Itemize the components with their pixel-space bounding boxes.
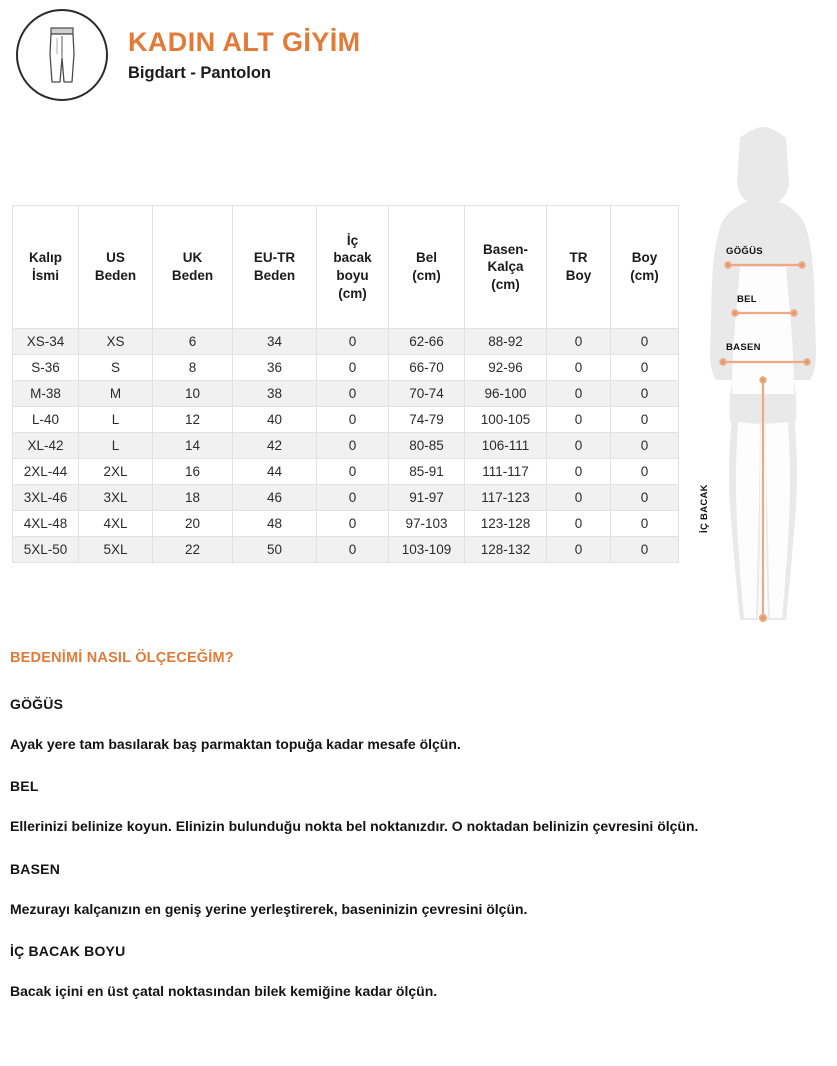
table-cell-2: 16	[153, 459, 233, 485]
table-cell-7: 0	[547, 329, 611, 355]
table-cell-5: 70-74	[389, 381, 465, 407]
table-cell-7: 0	[547, 459, 611, 485]
table-cell-6: 128-132	[465, 537, 547, 563]
table-cell-5: 62-66	[389, 329, 465, 355]
figure-label-gogus: GÖĞÜS	[726, 246, 763, 257]
mannequin-figure	[690, 122, 837, 632]
column-header-line: Beden	[94, 268, 137, 283]
page-subtitle: Bigdart - Pantolon	[128, 63, 271, 82]
table-cell-8: 0	[611, 329, 679, 355]
table-cell-3: 34	[233, 329, 317, 355]
table-cell-8: 0	[611, 511, 679, 537]
table-body	[13, 329, 679, 563]
table-cell-4: 0	[317, 433, 389, 459]
table-cell-6: 106-111	[465, 433, 547, 459]
table-cell-8: 0	[611, 381, 679, 407]
table-cell-7: 0	[547, 537, 611, 563]
table-cell-2: 8	[153, 355, 233, 381]
female-body-silhouette	[690, 122, 837, 632]
table-cell-5: 85-91	[389, 459, 465, 485]
column-header-line: İsmi	[31, 268, 59, 283]
table-cell-6: 123-128	[465, 511, 547, 537]
table-cell-2: 12	[153, 407, 233, 433]
column-header-line: boyu	[336, 268, 369, 283]
column-header-line: Bel	[415, 250, 437, 266]
table-cell-8: 0	[611, 537, 679, 563]
table-cell-5: 103-109	[389, 537, 465, 563]
table-cell-2: 20	[153, 511, 233, 537]
table-cell-4: 0	[317, 485, 389, 511]
page-title: KADIN ALT GİYİM	[128, 26, 361, 57]
column-header-line: (cm)	[338, 285, 367, 301]
column-header-tr-boy	[547, 206, 611, 329]
table-cell-3: 38	[233, 381, 317, 407]
table-cell-3: 36	[233, 355, 317, 381]
table-cell-5: 97-103	[389, 511, 465, 537]
table-cell-0: 3XL-46	[13, 485, 79, 511]
instructions-heading: BEDENİMİ NASIL ÖLÇECEĞİM?	[10, 650, 234, 666]
column-header-line: Basen-	[482, 241, 528, 257]
table-cell-4: 0	[317, 511, 389, 537]
table-cell-0: M-38	[13, 381, 79, 407]
table-row	[13, 537, 679, 563]
table-cell-1: S	[79, 355, 153, 381]
instruction-description: Mezurayı kalçanızın en geniş yerine yerleştirerek, baseninizin çevresini ölçün.	[10, 900, 528, 917]
column-header-line: (cm)	[412, 268, 441, 283]
table-cell-2: 22	[153, 537, 233, 563]
table-cell-7: 0	[547, 511, 611, 537]
table-cell-4: 0	[317, 459, 389, 485]
table-cell-6: 117-123	[465, 485, 547, 511]
column-header-line: UK	[182, 250, 203, 266]
column-header-line: (cm)	[630, 268, 659, 283]
table-cell-7: 0	[547, 407, 611, 433]
figure-label-bel: BEL	[737, 294, 757, 305]
table-cell-8: 0	[611, 459, 679, 485]
table-cell-0: 4XL-48	[13, 511, 79, 537]
table-cell-5: 74-79	[389, 407, 465, 433]
table-cell-0: 5XL-50	[13, 537, 79, 563]
table-cell-0: L-40	[13, 407, 79, 433]
column-header-line: İç	[346, 232, 359, 248]
table-row	[13, 381, 679, 407]
table-row	[13, 511, 679, 537]
table-cell-1: 3XL	[79, 485, 153, 511]
table-cell-7: 0	[547, 381, 611, 407]
column-header-line: (cm)	[491, 276, 520, 292]
table-cell-5: 66-70	[389, 355, 465, 381]
instruction-term: BEL	[10, 778, 39, 795]
table-cell-4: 0	[317, 355, 389, 381]
column-header-line: Kalça	[487, 259, 524, 275]
table-cell-4: 0	[317, 329, 389, 355]
table-cell-6: 96-100	[465, 381, 547, 407]
column-header-kalip-ismi	[13, 206, 79, 329]
column-header-boy	[611, 206, 679, 329]
table-cell-5: 91-97	[389, 485, 465, 511]
column-header-line: Kalıp	[28, 250, 62, 266]
column-header-basen-kalca	[465, 206, 547, 329]
size-chart-table	[12, 205, 679, 563]
column-header-line: Beden	[171, 268, 214, 283]
table-cell-7: 0	[547, 355, 611, 381]
table-row	[13, 329, 679, 355]
table-cell-6: 100-105	[465, 407, 547, 433]
column-header-line: Beden	[253, 268, 296, 283]
column-header-ic-bacak-boyu	[317, 206, 389, 329]
instruction-term: BASEN	[10, 860, 61, 877]
instruction-term: İÇ BACAK BOYU	[10, 942, 126, 959]
measurement-instructions	[10, 650, 810, 1025]
table-header	[13, 206, 679, 329]
column-header-line: Boy	[565, 268, 592, 283]
table-cell-7: 0	[547, 485, 611, 511]
table-row	[13, 485, 679, 511]
instruction-term: GÖĞÜS	[10, 696, 64, 712]
table-cell-4: 0	[317, 537, 389, 563]
table-cell-2: 18	[153, 485, 233, 511]
pants-icon	[39, 24, 85, 86]
table-header-row	[13, 206, 679, 329]
table-row	[13, 355, 679, 381]
instruction-description: Bacak içini en üst çatal noktasından bilek kemiğine kadar ölçün.	[10, 982, 438, 999]
table-cell-3: 40	[233, 407, 317, 433]
table-cell-4: 0	[317, 407, 389, 433]
figure-label-basen: BASEN	[726, 342, 761, 353]
table-cell-6: 111-117	[465, 459, 547, 485]
header-text-block	[128, 27, 360, 84]
column-header-line: bacak	[333, 250, 372, 266]
table-cell-0: XL-42	[13, 433, 79, 459]
table-cell-5: 80-85	[389, 433, 465, 459]
table-cell-8: 0	[611, 485, 679, 511]
table-cell-0: 2XL-44	[13, 459, 79, 485]
table-cell-1: L	[79, 407, 153, 433]
table-cell-3: 48	[233, 511, 317, 537]
table-cell-1: XS	[79, 329, 153, 355]
table-cell-2: 10	[153, 381, 233, 407]
table-cell-8: 0	[611, 433, 679, 459]
table-cell-1: L	[79, 433, 153, 459]
table-cell-0: S-36	[13, 355, 79, 381]
figure-label-ic-bacak: İÇ BACAK	[699, 484, 710, 533]
table-cell-3: 42	[233, 433, 317, 459]
page-header	[0, 0, 837, 110]
table-cell-4: 0	[317, 381, 389, 407]
table-row	[13, 459, 679, 485]
table-row	[13, 433, 679, 459]
column-header-eu-tr-beden	[233, 206, 317, 329]
table-cell-2: 14	[153, 433, 233, 459]
table-cell-3: 46	[233, 485, 317, 511]
category-logo	[16, 9, 108, 101]
column-header-line: US	[106, 250, 125, 266]
table-cell-8: 0	[611, 407, 679, 433]
table-cell-6: 88-92	[465, 329, 547, 355]
column-header-uk-beden	[153, 206, 233, 329]
column-header-line: TR	[569, 250, 588, 266]
table-cell-3: 50	[233, 537, 317, 563]
column-header-us-beden	[79, 206, 153, 329]
table-cell-1: 5XL	[79, 537, 153, 563]
instruction-description: Ellerinizi belinize koyun. Elinizin bulunduğu nokta bel noktanızdır. O noktadan belinizin çevresini ölçün.	[10, 818, 699, 835]
table-cell-1: M	[79, 381, 153, 407]
table-cell-8: 0	[611, 355, 679, 381]
table-cell-1: 4XL	[79, 511, 153, 537]
column-header-bel	[389, 206, 465, 329]
column-header-line: Boy	[631, 250, 658, 266]
table-cell-0: XS-34	[13, 329, 79, 355]
instructions-sections	[10, 696, 810, 1001]
table-cell-2: 6	[153, 329, 233, 355]
table-cell-6: 92-96	[465, 355, 547, 381]
column-header-line: EU-TR	[253, 250, 296, 266]
table-cell-7: 0	[547, 433, 611, 459]
table-row	[13, 407, 679, 433]
table-cell-3: 44	[233, 459, 317, 485]
table-cell-1: 2XL	[79, 459, 153, 485]
instruction-description: Ayak yere tam basılarak baş parmaktan topuğa kadar mesafe ölçün.	[10, 736, 461, 752]
